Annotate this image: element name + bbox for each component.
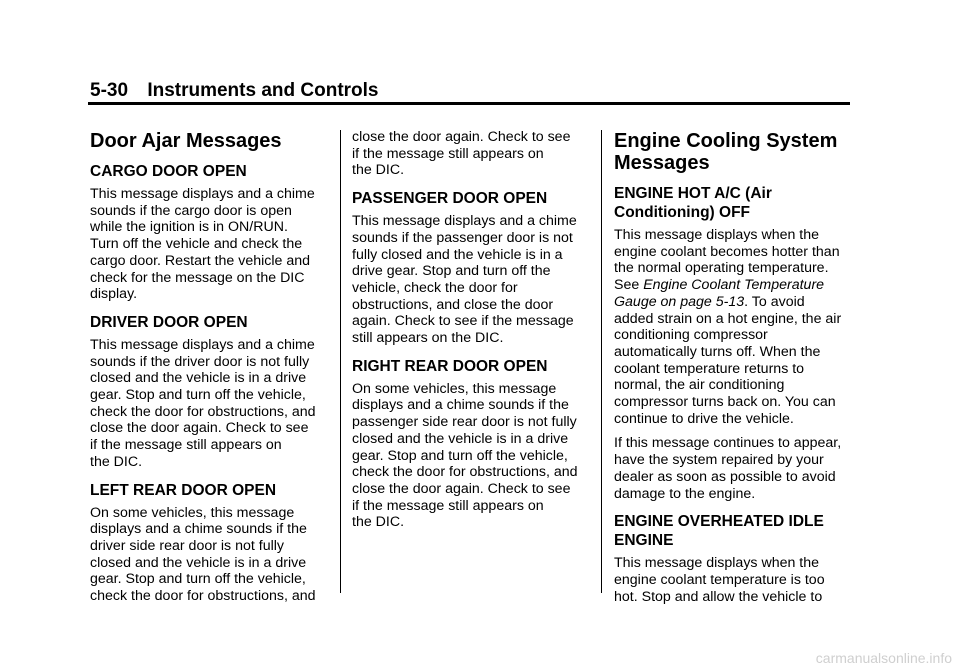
column-2 (352, 129, 592, 539)
text-line: gear. Stop and turn off the vehicle, (90, 387, 306, 404)
text-line: fully closed and the vehicle is in a (352, 246, 563, 263)
section-title-engine-cooling (614, 130, 854, 174)
text-line: the DIC. (352, 162, 405, 179)
text-line: engine coolant becomes hotter than (614, 243, 840, 260)
text-line: displays and a chime sounds if the (352, 397, 569, 414)
text-line: This message displays and a chime (90, 336, 315, 353)
text-line: passenger side rear door is not fully (352, 414, 577, 431)
heading-left-rear-door-open: LEFT REAR DOOR OPEN (90, 481, 277, 499)
text-line: added strain on a hot engine, the air (614, 310, 842, 327)
text-fragment: . To avoid (744, 293, 805, 310)
text-line: vehicle, check the door for (352, 279, 518, 296)
column-1 (90, 118, 330, 613)
column-divider-2 (601, 130, 602, 593)
text-line: close the door again. Check to see (90, 420, 309, 437)
text-line: damage to the engine. (614, 485, 756, 502)
text-line: automatically turns off. When the (614, 343, 821, 360)
heading-line: ENGINE HOT A/C (Air (614, 185, 772, 202)
paragraph-continued (352, 129, 592, 179)
text-line: Turn off the vehicle and check the (90, 236, 303, 253)
text-line: normal, the air conditioning (614, 377, 785, 394)
text-line: conditioning compressor (614, 327, 768, 344)
section-title-line: Engine Cooling System (614, 130, 838, 152)
text-line: the normal operating temperature. (614, 260, 829, 277)
paragraph-cargo-door (90, 186, 330, 303)
text-line (614, 277, 854, 294)
chapter-title: Instruments and Controls (147, 80, 379, 101)
text-line: closed and the vehicle is in a drive (90, 370, 307, 387)
text-line: continue to drive the vehicle. (614, 410, 794, 427)
header-rule (88, 102, 850, 105)
text-line: check for the message on the DIC (90, 269, 305, 286)
heading-engine-hot-ac-off (614, 184, 854, 222)
text-line: if the message still appears on (352, 497, 544, 514)
paragraph-passenger-door (352, 213, 592, 347)
cross-reference-link[interactable]: Engine Coolant Temperature (643, 277, 825, 294)
heading-right-rear-door-open: RIGHT REAR DOOR OPEN (352, 357, 548, 375)
text-line: On some vehicles, this message (90, 504, 295, 521)
section-title-line: Messages (614, 152, 710, 174)
heading-cargo-door-open: CARGO DOOR OPEN (90, 163, 247, 180)
text-line: still appears on the DIC. (352, 330, 504, 347)
text-line: again. Check to see if the message (352, 313, 574, 330)
text-line: the DIC. (90, 453, 143, 470)
text-line: This message displays when the (614, 555, 820, 572)
column-divider-1 (340, 130, 341, 593)
paragraph-left-rear-door (90, 505, 330, 605)
text-line: This message displays when the (614, 227, 820, 243)
heading-engine-overheated-idle (614, 512, 854, 550)
text-line: check the door for obstructions, and (90, 403, 316, 420)
see-text: See (614, 277, 644, 294)
cross-reference-link[interactable]: Gauge on page 5-13 (614, 293, 745, 310)
text-line: closed and the vehicle is in a drive (352, 430, 569, 447)
heading-line: Conditioning) OFF (614, 204, 751, 221)
text-line: gear. Stop and turn off the vehicle, (352, 447, 568, 464)
paragraph-right-rear-door (352, 381, 592, 531)
text-line: obstructions, and close the door (352, 296, 554, 313)
heading-driver-door-open: DRIVER DOOR OPEN (90, 313, 248, 331)
paragraph-engine-overheated (614, 555, 854, 605)
heading-passenger-door-open: PASSENGER DOOR OPEN (352, 190, 548, 208)
watermark: carmanualsonline.info (815, 650, 952, 666)
paragraph-repair-advice (614, 435, 854, 502)
text-line: the DIC. (352, 514, 405, 531)
text-line: dealer as soon as possible to avoid (614, 468, 836, 485)
text-line: have the system repaired by your (614, 452, 824, 469)
text-line: This message displays and a chime (352, 213, 577, 230)
text-line: while the ignition is in ON/RUN. (90, 219, 288, 236)
paragraph-driver-door (90, 337, 330, 471)
text-line: On some vehicles, this message (352, 380, 557, 397)
column-3 (614, 118, 854, 613)
text-line: compressor turns back on. You can (614, 394, 836, 411)
text-line: if the message still appears on (352, 145, 544, 162)
heading-line: ENGINE (614, 532, 674, 550)
text-line: if the message still appears on (90, 437, 282, 454)
text-line: hot. Stop and allow the vehicle to (614, 588, 823, 605)
section-title-door-ajar: Door Ajar Messages (90, 130, 282, 152)
text-line: sounds if the cargo door is open (90, 202, 292, 219)
page-header (90, 80, 379, 102)
paragraph-engine-hot-ac (614, 227, 854, 427)
text-line: coolant temperature returns to (614, 360, 805, 377)
text-line: check the door for obstructions, and (352, 464, 578, 481)
text-line: displays and a chime sounds if the (90, 521, 307, 538)
text-line: This message displays and a chime (90, 186, 315, 202)
text-line: display. (90, 286, 138, 303)
text-line: close the door again. Check to see (352, 480, 571, 497)
text-line: drive gear. Stop and turn off the (352, 263, 551, 280)
text-line: sounds if the passenger door is not (352, 229, 573, 246)
text-line: sounds if the driver door is not fully (90, 353, 310, 370)
heading-line: ENGINE OVERHEATED IDLE (614, 513, 824, 531)
text-line: If this message continues to appear, (614, 435, 842, 452)
text-line: gear. Stop and turn off the vehicle, (90, 571, 306, 588)
text-line: check the door for obstructions, and (90, 588, 316, 605)
text-line: engine coolant temperature is too (614, 571, 825, 588)
text-line: close the door again. Check to see (352, 129, 571, 145)
text-line: cargo door. Restart the vehicle and (90, 252, 311, 269)
text-line (614, 294, 854, 311)
page-number: 5-30 (90, 80, 129, 101)
text-line: closed and the vehicle is in a drive (90, 554, 307, 571)
text-line: driver side rear door is not fully (90, 537, 284, 554)
